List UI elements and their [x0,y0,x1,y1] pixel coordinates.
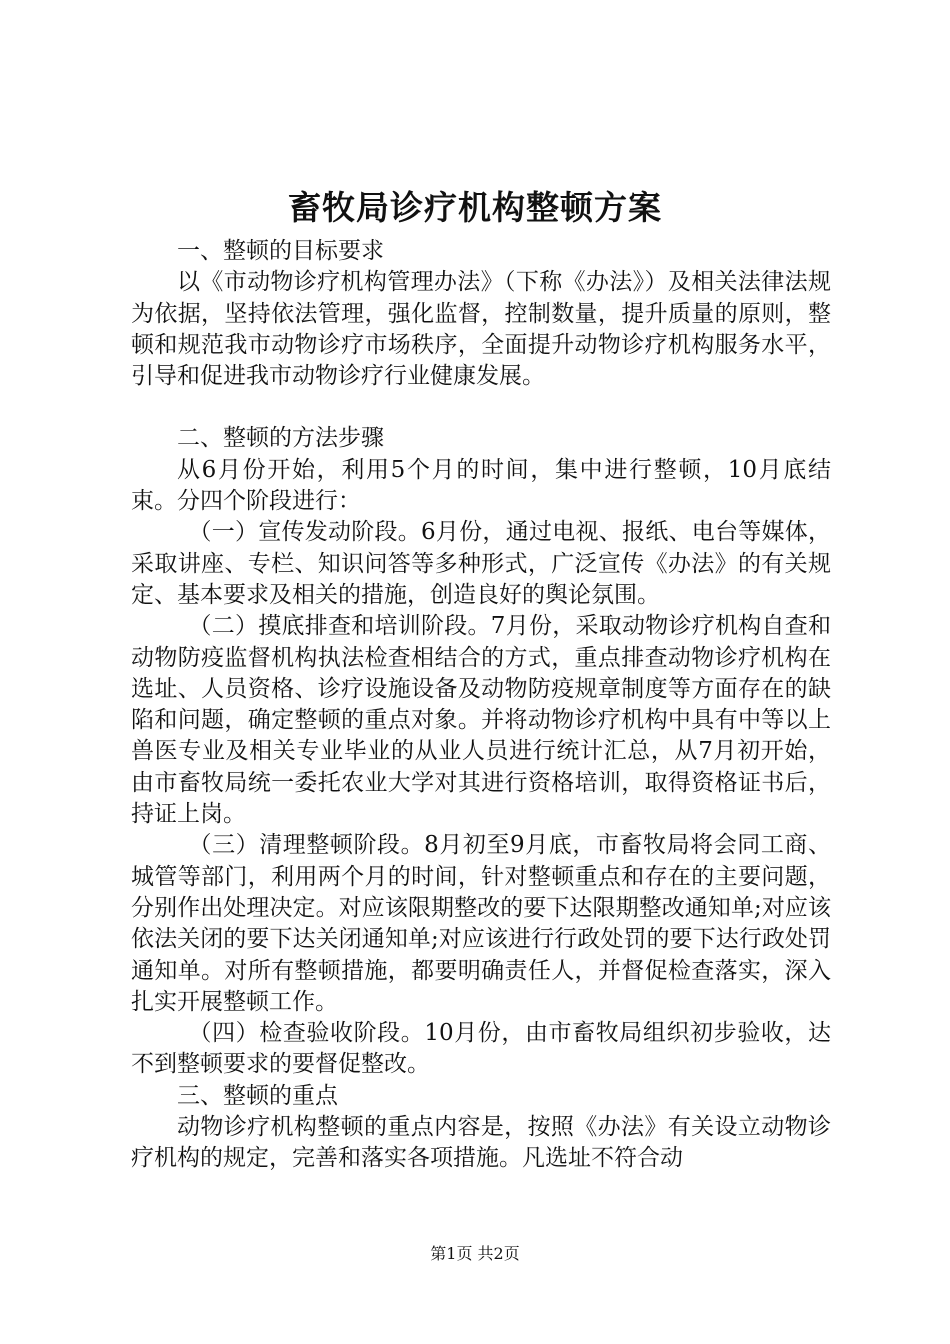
document-body [131,236,831,1175]
document-title: 畜牧局诊疗机构整顿方案 [288,188,662,227]
paragraph-stage-1: （一）宣传发动阶段。6月份，通过电视、报纸、电台等媒体，采取讲座、专栏、知识问答等多种形式，广泛宣传《办法》的有关规定、基本要求及相关的措施，创造良好的舆论氛围。 [131,519,831,608]
section-heading-1: 一、整顿的目标要求 [177,238,384,264]
paragraph-schedule: 从6月份开始，利用5个月的时间，集中进行整顿，10月底结束。分四个阶段进行： [131,456,831,515]
paragraph-goals: 以《市动物诊疗机构管理办法》（下称《办法》）及相关法律法规为依据，坚持依法管理，强化监督，控制数量，提升质量的原则，整顿和规范我市动物诊疗市场秩序，全面提升动物诊疗机构服务水平，引导和促进我市动物诊疗行业健康发展。 [131,269,831,390]
section-heading-3: 三、整顿的重点 [177,1082,338,1109]
paragraph-stage-3: （三）清理整顿阶段。8月初至9月底，市畜牧局将会同工商、城管等部门，利用两个月的时间，针对整顿重点和存在的主要问题，分别作出处理决定。对应该限期整改的要下达限期整改通知单;对应该依法关闭的要下达关闭通知单;对应该进行行政处罚的要下达行政处罚通知单。对所有整顿措施，都要明确责任人，并督促检查落实，深入扎实开展整顿工作。 [131,832,831,1015]
page-footer: 第1页 共2页 [430,1244,520,1263]
paragraph-focus: 动物诊疗机构整顿的重点内容是，按照《办法》有关设立动物诊疗机构的规定，完善和落实各项措施。凡选址不符合动 [131,1114,831,1172]
paragraph-stage-4: （四）检查验收阶段。10月份，由市畜牧局组织初步验收，达不到整顿要求的要督促整改。 [131,1020,831,1078]
section-heading-2: 二、整顿的方法步骤 [177,425,384,452]
paragraph-stage-2: （二）摸底排查和培训阶段。7月份，采取动物诊疗机构自查和动物防疫监督机构执法检查相结合的方式，重点排查动物诊疗机构在选址、人员资格、诊疗设施设备及动物防疫规章制度等方面存在的缺陷和问题，确定整顿的重点对象。并将动物诊疗机构中具有中等以上兽医专业及相关专业毕业的从业人员进行统计汇总，从7月初开始，由市畜牧局统一委托农业大学对其进行资格培训，取得资格证书后，持证上岗。 [131,613,831,828]
blank-line [131,392,831,423]
